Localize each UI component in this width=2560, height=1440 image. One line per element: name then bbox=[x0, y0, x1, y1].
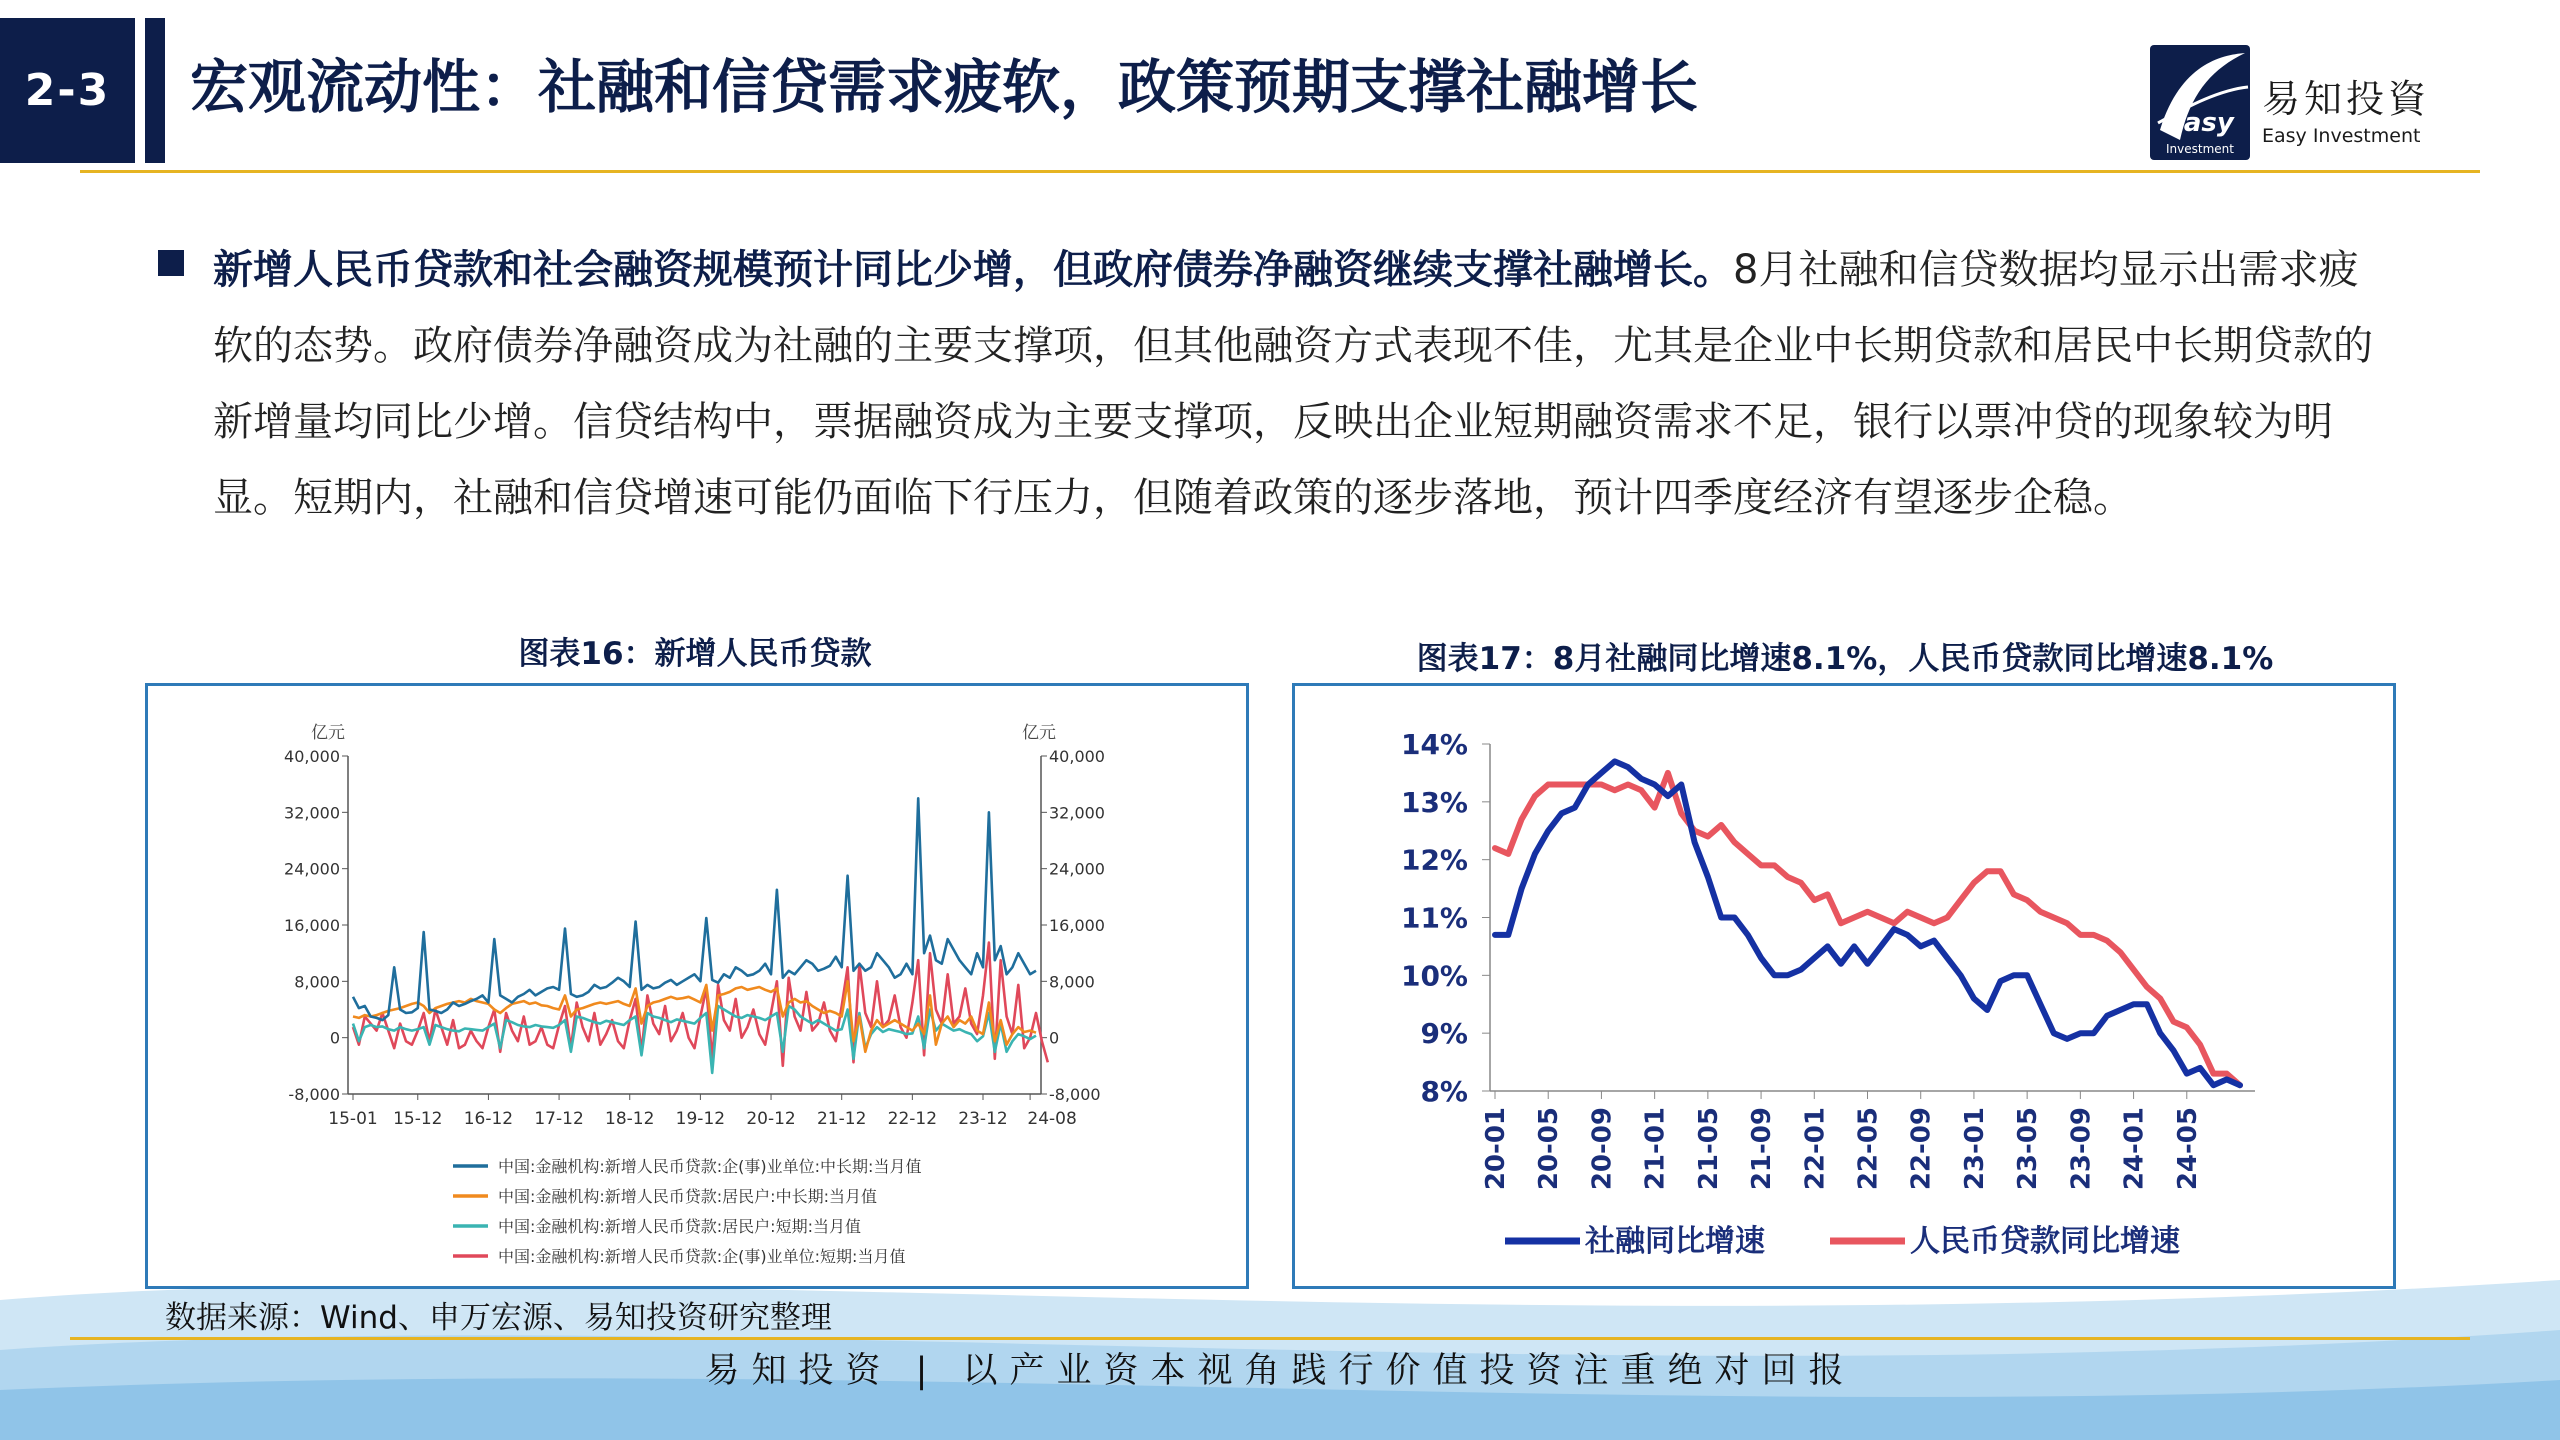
chart17-xtick-label: 23-05 bbox=[2013, 1107, 2044, 1191]
summary-text: 8月社融和信贷数据均显示出需求疲软的态势。政府债券净融资成为社融的主要支撑项，但其他融资方式表现不佳，尤其是企业中长期贷款和居民中长期贷款的新增量均同比少增。信贷结构中，票据融资成为主要支撑项，反映出企业短期融资需求不足，银行以票冲贷的现象较为明显。短期内，社融和信贷增速可能仍面临下行压力，但随着政策的逐步落地，预计四季度经济有望逐步企稳。 bbox=[213, 247, 2373, 521]
chart17-ytick-label: 14% bbox=[1400, 728, 1468, 761]
data-source: 数据来源：Wind、申万宏源、易知投资研究整理 bbox=[165, 1300, 832, 1336]
chart17-xtick-label: 24-01 bbox=[2119, 1107, 2150, 1191]
chart16-ytick-label-right: 24,000 bbox=[1049, 859, 1105, 879]
page-title: 宏观流动性：社融和信贷需求疲软，政策预期支撑社融增长 bbox=[190, 53, 1699, 121]
chart16-xtick-label: 18-12 bbox=[605, 1109, 655, 1129]
chart16-xtick-label: 17-12 bbox=[534, 1109, 584, 1129]
logo-mark-sub: Investment bbox=[2166, 142, 2234, 156]
chart16-xtick-label: 23-12 bbox=[958, 1109, 1008, 1129]
company-logo bbox=[2150, 30, 2480, 165]
chart16-ytick-label-right: -8,000 bbox=[1049, 1085, 1101, 1104]
chart17-xtick-label: 20-05 bbox=[1534, 1107, 1565, 1191]
chart17-xtick-label: 20-01 bbox=[1481, 1107, 1511, 1191]
chart16-ytick-label: 24,000 bbox=[284, 859, 340, 879]
chart16-xtick-label: 15-12 bbox=[393, 1109, 443, 1129]
chart16-ytick-label: 8,000 bbox=[294, 972, 340, 992]
chart16-xtick-label: 15-01 bbox=[328, 1109, 378, 1129]
header-accent-bar bbox=[145, 18, 165, 163]
chart16-legend-label: 中国:金融机构:新增人民币贷款:居民户:短期:当月值 bbox=[498, 1217, 861, 1236]
chart16-ytick-label-right: 32,000 bbox=[1049, 803, 1105, 823]
logo-mark-text: Easy bbox=[2166, 108, 2234, 138]
chart17-xtick-label: 21-09 bbox=[1747, 1107, 1778, 1191]
chart16-unit-left: 亿元 bbox=[311, 723, 345, 743]
chart17-xtick-label: 23-01 bbox=[1959, 1107, 1990, 1191]
chart17-ytick-label: 10% bbox=[1400, 959, 1468, 993]
chart16-legend-label: 中国:金融机构:新增人民币贷款:居民户:中长期:当月值 bbox=[498, 1187, 877, 1206]
chart16-ytick-label-right: 0 bbox=[1049, 1028, 1060, 1048]
logo-mark-icon bbox=[2150, 45, 2250, 160]
chart17-ytick-label: 12% bbox=[1400, 843, 1468, 877]
chart17-plot bbox=[1295, 686, 2393, 1286]
chart17-xtick-label: 21-01 bbox=[1640, 1107, 1671, 1191]
chart16-xtick-label: 22-12 bbox=[887, 1109, 938, 1129]
chart17-series-line bbox=[1495, 761, 2240, 1085]
chart16-legend-label: 中国:金融机构:新增人民币贷款:企(事)业单位:短期:当月值 bbox=[498, 1247, 906, 1266]
chart17-series-line bbox=[1495, 773, 2240, 1085]
chart17-xtick-label: 22-05 bbox=[1853, 1107, 1884, 1191]
summary-lead: 新增人民币贷款和社会融资规模预计同比少增，但政府债券净融资继续支撑社融增长。 bbox=[213, 247, 1733, 293]
chart16-plot bbox=[148, 686, 1246, 1286]
logo-chinese-name: 易知投資 bbox=[2262, 77, 2431, 121]
chart16-ytick-label-right: 16,000 bbox=[1049, 916, 1105, 935]
chart16-unit-right: 亿元 bbox=[1022, 723, 1056, 743]
chart16-title: 图表16：新增人民币贷款 bbox=[518, 636, 872, 672]
chart17-title: 图表17：8月社融同比增速8.1%，人民币贷款同比增速8.1% bbox=[1416, 641, 2274, 677]
chart16-xtick-label: 19-12 bbox=[675, 1109, 726, 1129]
chart16-ytick-label-right: 40,000 bbox=[1049, 747, 1105, 766]
chart17-xtick-label: 23-09 bbox=[2066, 1107, 2097, 1191]
chart17-xtick-label: 20-09 bbox=[1587, 1107, 1618, 1191]
chart17-xtick-label: 21-05 bbox=[1693, 1107, 1724, 1191]
chart16-xtick-label: 20-12 bbox=[746, 1109, 796, 1129]
chart16-ytick-label: 32,000 bbox=[284, 803, 340, 823]
chart17-xtick-label: 24-05 bbox=[2172, 1107, 2203, 1191]
chart17-ytick-label: 8% bbox=[1420, 1075, 1468, 1108]
chart17-xtick-label: 22-01 bbox=[1800, 1107, 1831, 1191]
chart16-xtick-label: 24-08 bbox=[1027, 1109, 1077, 1129]
chart16-ytick-label: 40,000 bbox=[284, 747, 340, 766]
chart17-ytick-label: 9% bbox=[1420, 1017, 1468, 1051]
footer-divider bbox=[70, 1337, 2470, 1340]
chart16-ytick-label: 0 bbox=[329, 1028, 340, 1048]
summary-paragraph bbox=[213, 232, 2373, 536]
chart16-xtick-label: 16-12 bbox=[463, 1109, 514, 1129]
chart16-ytick-label-right: 8,000 bbox=[1049, 972, 1095, 992]
chart17-frame bbox=[1292, 683, 2396, 1289]
chart16-frame bbox=[145, 683, 1249, 1289]
chart16-xtick-label: 21-12 bbox=[816, 1109, 867, 1129]
chart17-xtick-label: 22-09 bbox=[1906, 1107, 1937, 1191]
chart16-ytick-label: -8,000 bbox=[288, 1085, 340, 1104]
logo-english-name: Easy Investment bbox=[2262, 125, 2421, 147]
chart16-ytick-label: 16,000 bbox=[284, 916, 340, 935]
bullet-square-icon bbox=[158, 250, 184, 276]
footer-slogan: 易知投资 | 以产业资本视角践行价值投资注重绝对回报 bbox=[704, 1351, 1856, 1391]
header-divider bbox=[80, 170, 2480, 173]
chart17-legend-label: 社融同比增速 bbox=[1585, 1224, 1765, 1259]
section-number: 2-3 bbox=[0, 18, 135, 163]
chart17-ytick-label: 13% bbox=[1400, 785, 1468, 819]
chart17-legend-label: 人民币贷款同比增速 bbox=[1910, 1224, 2180, 1259]
chart16-legend-label: 中国:金融机构:新增人民币贷款:企(事)业单位:中长期:当月值 bbox=[498, 1157, 922, 1176]
chart17-ytick-label: 11% bbox=[1400, 901, 1468, 935]
